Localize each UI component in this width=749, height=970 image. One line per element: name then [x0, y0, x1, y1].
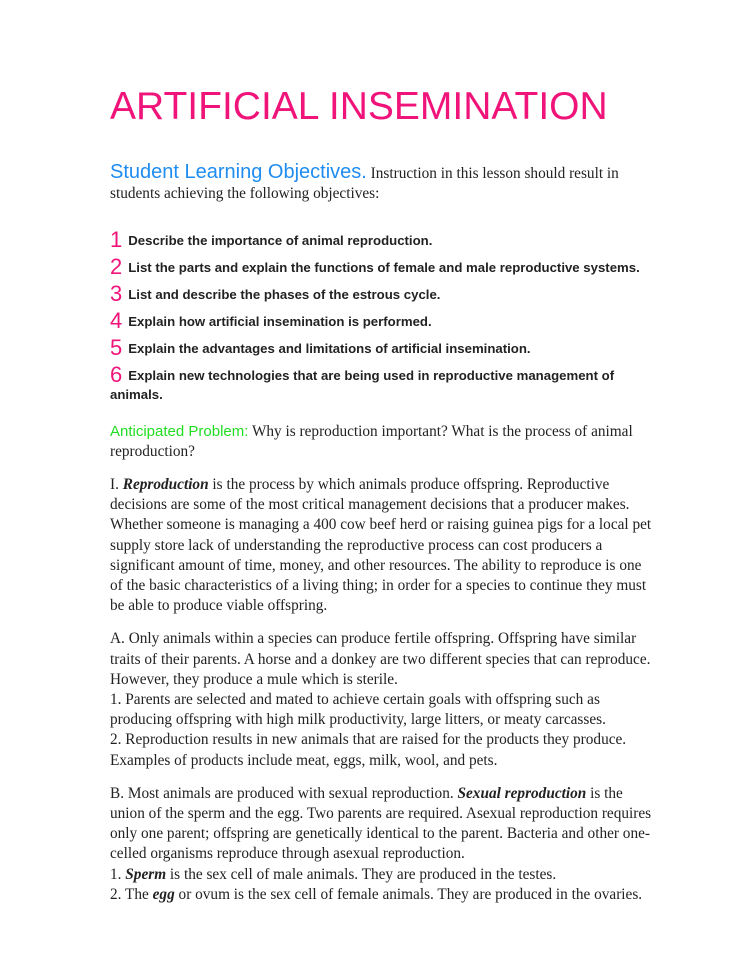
section-b-paragraph	[110, 784, 655, 905]
section-b-item	[110, 885, 655, 905]
objective-number: 3	[110, 281, 123, 306]
objective-text: Explain the advantages and limitations of artificial insemination.	[128, 341, 531, 356]
text: is the sex cell of male animals. They are produced in the testes.	[166, 865, 557, 883]
term-reproduction: Reproduction	[122, 476, 209, 493]
section-a-item: 2. Reproduction results in new animals that are raised for the products they produce. Examples of products include meat, eggs, milk, wool, and pets.	[110, 731, 627, 769]
objective-text: List the parts and explain the functions of female and male reproductive systems.	[128, 260, 640, 275]
text: or ovum is the sex cell of female animals. They are produced in the ovaries.	[174, 885, 643, 903]
text: 1.	[110, 865, 126, 883]
objective-text: List and describe the phases of the estrous cycle.	[128, 287, 441, 302]
objective-item	[110, 254, 655, 279]
section-prefix: I.	[110, 476, 123, 493]
document-title: ARTIFICIAL INSEMINATION	[110, 85, 608, 128]
term-sexual-reproduction: Sexual reproduction	[457, 784, 587, 802]
objective-item	[110, 227, 655, 252]
objective-item	[110, 281, 655, 306]
objective-item	[110, 308, 655, 333]
objectives-intro	[110, 162, 655, 204]
term-egg: egg	[152, 885, 175, 903]
anticipated-problem	[110, 422, 655, 462]
objective-item	[110, 335, 655, 360]
anticipated-text: Why is reproduction important? What is the process of animal reproduction?	[110, 423, 633, 460]
objective-number: 1	[110, 227, 123, 252]
section-i-paragraph	[110, 475, 655, 616]
section-b-text	[110, 784, 655, 865]
section-a-text: A. Only animals within a species can produce fertile offspring. Offspring have similar traits of their parents. A horse and a donkey are two different species that can reproduce. However, they produce a mule which is sterile.	[110, 630, 651, 688]
objective-number: 5	[110, 335, 123, 360]
section-b-item	[110, 865, 655, 885]
objectives-heading: Student Learning Objectives.	[110, 161, 367, 183]
text: B. Most animals are produced with sexual reproduction.	[110, 784, 458, 802]
section-a-paragraph	[110, 629, 655, 770]
anticipated-label: Anticipated Problem:	[110, 423, 249, 440]
objective-item	[110, 362, 655, 404]
objective-text: Explain new technologies that are being used in reproductive management of animals.	[110, 368, 615, 402]
objectives-intro-text: Instruction in this lesson should result in students achieving the following objectives:	[110, 165, 619, 202]
text: is the union of the sperm and the egg. Two parents are required. Asexual reproduction requires only one parent; offspring are genetically identical to the parent. Bacteria and other one-celled organisms reproduce through asexual reproduction.	[110, 784, 652, 863]
term-sperm: Sperm	[125, 865, 167, 883]
objective-number: 6	[110, 362, 123, 387]
section-a-item: 1. Parents are selected and mated to achieve certain goals with offspring such as producing offspring with high milk productivity, large litters, or meaty carcasses.	[110, 691, 606, 729]
section-text: is the process by which animals produce offspring. Reproductive decisions are some of the most critical management decisions that a producer makes. Whether someone is managing a 400 cow beef herd or raising guinea pigs for a local pet supply store lack of understanding the reproductive process can cost producers a significant amount of time, money, and other resources. The ability to reproduce is one of the basic characteristics of a living thing; in order for a species to continue they must be able to produce viable offspring.	[110, 476, 652, 615]
objective-text: Explain how artificial insemination is performed.	[128, 314, 432, 329]
text: 2. The	[110, 885, 153, 903]
objectives-list	[110, 227, 655, 404]
objective-number: 4	[110, 308, 123, 333]
objective-number: 2	[110, 254, 123, 279]
objective-text: Describe the importance of animal reproduction.	[128, 233, 433, 248]
